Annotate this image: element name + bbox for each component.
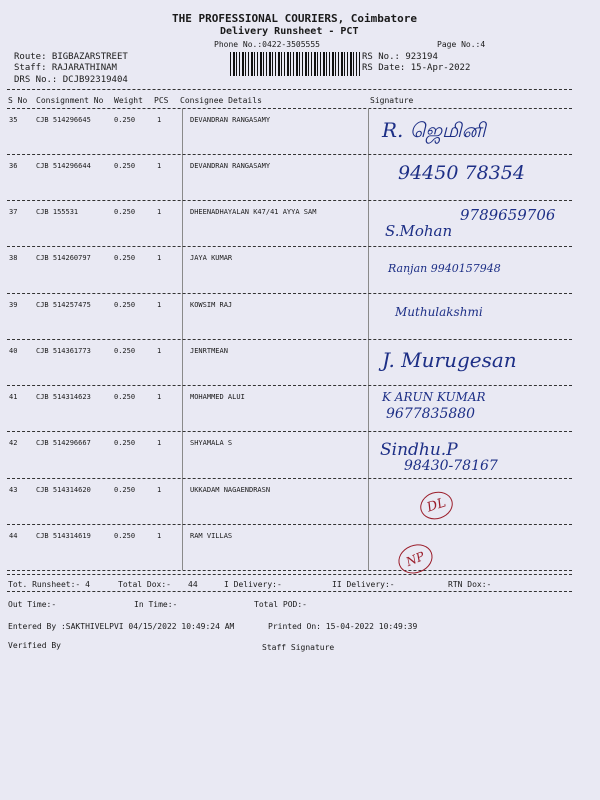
footer-rule-2: [7, 591, 572, 592]
row-sno: 40: [9, 347, 18, 355]
row-weight: 0.250: [114, 393, 136, 401]
row-consignment: CJB 514314619: [36, 532, 91, 540]
row-consignment: CJB 514314623: [36, 393, 91, 401]
company-title: THE PROFESSIONAL COURIERS, Coimbatore: [172, 12, 418, 25]
row-pcs: 1: [157, 301, 162, 309]
verified-by: Verified By: [8, 641, 61, 650]
out-time: Out Time:-: [8, 600, 57, 609]
header-rule-bottom: [7, 108, 572, 109]
signature-41-name: K ARUN KUMAR: [382, 390, 486, 404]
col-signature: Signature: [370, 96, 414, 105]
row-pcs: 1: [157, 162, 162, 170]
row-consignment: CJB 514296644: [36, 162, 91, 170]
row-consignee: KOWSIM RAJ: [190, 301, 233, 309]
row-sno: 35: [9, 116, 18, 124]
row-pcs: 1: [157, 208, 162, 216]
signature-44-stamp: NP: [394, 540, 437, 579]
header-rule-top: [7, 89, 572, 90]
signature-36: 94450 78354: [398, 162, 525, 184]
row-consignee: JENRTMEAN: [190, 347, 228, 355]
row-separator: [7, 246, 572, 247]
signature-40: J. Murugesan: [382, 348, 517, 372]
row-separator: [7, 478, 572, 479]
total-pod: Total POD:-: [254, 600, 307, 609]
row-weight: 0.250: [114, 162, 136, 170]
row-consignee: DEVANDRAN RANGASAMY: [190, 116, 271, 124]
total-dox-label: Total Dox:-: [118, 580, 171, 589]
row-consignee: UKKADAM NAGAENDRASN: [190, 486, 271, 494]
rs-number: RS No.: 923194: [362, 52, 438, 62]
row-sno: 37: [9, 208, 18, 216]
row-weight: 0.250: [114, 347, 136, 355]
signature-38: Ranjan 9940157948: [388, 262, 501, 275]
row-sno: 41: [9, 393, 18, 401]
row-weight: 0.250: [114, 439, 136, 447]
row-consignment: CJB 514314620: [36, 486, 91, 494]
i-delivery: I Delivery:-: [224, 580, 282, 589]
row-consignee: DHEENADHAYALAN K47/41 AYYA SAM: [190, 208, 317, 216]
signature-37-phone: 9789659706: [460, 206, 556, 224]
row-consignee: DEVANDRAN RANGASAMY: [190, 162, 271, 170]
row-separator: [7, 431, 572, 432]
row-separator: [7, 570, 572, 571]
row-weight: 0.250: [114, 486, 136, 494]
row-pcs: 1: [157, 254, 162, 262]
signature-39: Muthulakshmi: [395, 305, 483, 319]
signature-43-stamp: DL: [417, 488, 457, 524]
ii-delivery: II Delivery:-: [332, 580, 395, 589]
row-sno: 38: [9, 254, 18, 262]
row-separator: [7, 524, 572, 525]
col-weight: Weight: [114, 96, 143, 105]
row-pcs: 1: [157, 393, 162, 401]
staff: Staff: RAJARATHINAM: [14, 63, 117, 73]
tot-runsheet: Tot. Runsheet:- 4: [8, 580, 90, 589]
barcode: [230, 52, 360, 76]
signature-35: R. ஜெமினி: [382, 118, 486, 142]
row-weight: 0.250: [114, 301, 136, 309]
row-sno: 43: [9, 486, 18, 494]
col-consignee: Consignee Details: [180, 96, 262, 105]
in-time: In Time:-: [134, 600, 178, 609]
rs-date: RS Date: 15-Apr-2022: [362, 63, 471, 73]
row-pcs: 1: [157, 486, 162, 494]
phone-number: Phone No.:0422-3505555: [214, 40, 320, 49]
total-dox-value: 44: [188, 580, 198, 589]
signature-42-phone: 98430-78167: [404, 458, 498, 474]
row-pcs: 1: [157, 347, 162, 355]
row-pcs: 1: [157, 116, 162, 124]
staff-signature: Staff Signature: [262, 643, 335, 652]
row-consignment: CJB 514257475: [36, 301, 91, 309]
row-separator: [7, 339, 572, 340]
row-weight: 0.250: [114, 208, 136, 216]
row-weight: 0.250: [114, 116, 136, 124]
row-sno: 44: [9, 532, 18, 540]
row-pcs: 1: [157, 532, 162, 540]
row-sno: 42: [9, 439, 18, 447]
col-pcs: PCS: [154, 96, 169, 105]
footer-rule: [7, 574, 572, 575]
page-number: Page No.:4: [437, 40, 486, 49]
row-consignment: CJB 155531: [36, 208, 79, 216]
printed-on: Printed On: 15-04-2022 10:49:39: [268, 622, 418, 631]
row-separator: [7, 385, 572, 386]
row-consignee: SHYAMALA S: [190, 439, 233, 447]
col-sno: S No: [8, 96, 28, 105]
row-consignee: RAM VILLAS: [190, 532, 233, 540]
row-weight: 0.250: [114, 532, 136, 540]
rtn-dox: RTN Dox:-: [448, 580, 492, 589]
row-sno: 39: [9, 301, 18, 309]
row-pcs: 1: [157, 439, 162, 447]
row-weight: 0.250: [114, 254, 136, 262]
row-consignment: CJB 514260797: [36, 254, 91, 262]
col-consignment: Consignment No: [36, 96, 104, 105]
row-consignment: CJB 514296667: [36, 439, 91, 447]
row-consignment: CJB 514296645: [36, 116, 91, 124]
signature-41-phone: 9677835880: [386, 406, 476, 422]
signature-37-name: S.Mohan: [385, 222, 453, 240]
entered-by: Entered By :SAKTHIVELPVI 04/15/2022 10:49:24 AM: [8, 622, 235, 631]
runsheet-title: Delivery Runsheet - PCT: [220, 26, 359, 37]
row-separator: [7, 293, 572, 294]
route: Route: BIGBAZARSTREET: [14, 52, 128, 62]
row-separator: [7, 154, 572, 155]
row-consignment: CJB 514361773: [36, 347, 91, 355]
row-consignee: JAYA KUMAR: [190, 254, 233, 262]
row-sno: 36: [9, 162, 18, 170]
row-separator: [7, 200, 572, 201]
row-consignee: MOHAMMED ALUI: [190, 393, 245, 401]
signature-42-name: Sindhu.P: [380, 440, 458, 460]
drs-number: DRS No.: DCJB92319404: [14, 75, 128, 85]
